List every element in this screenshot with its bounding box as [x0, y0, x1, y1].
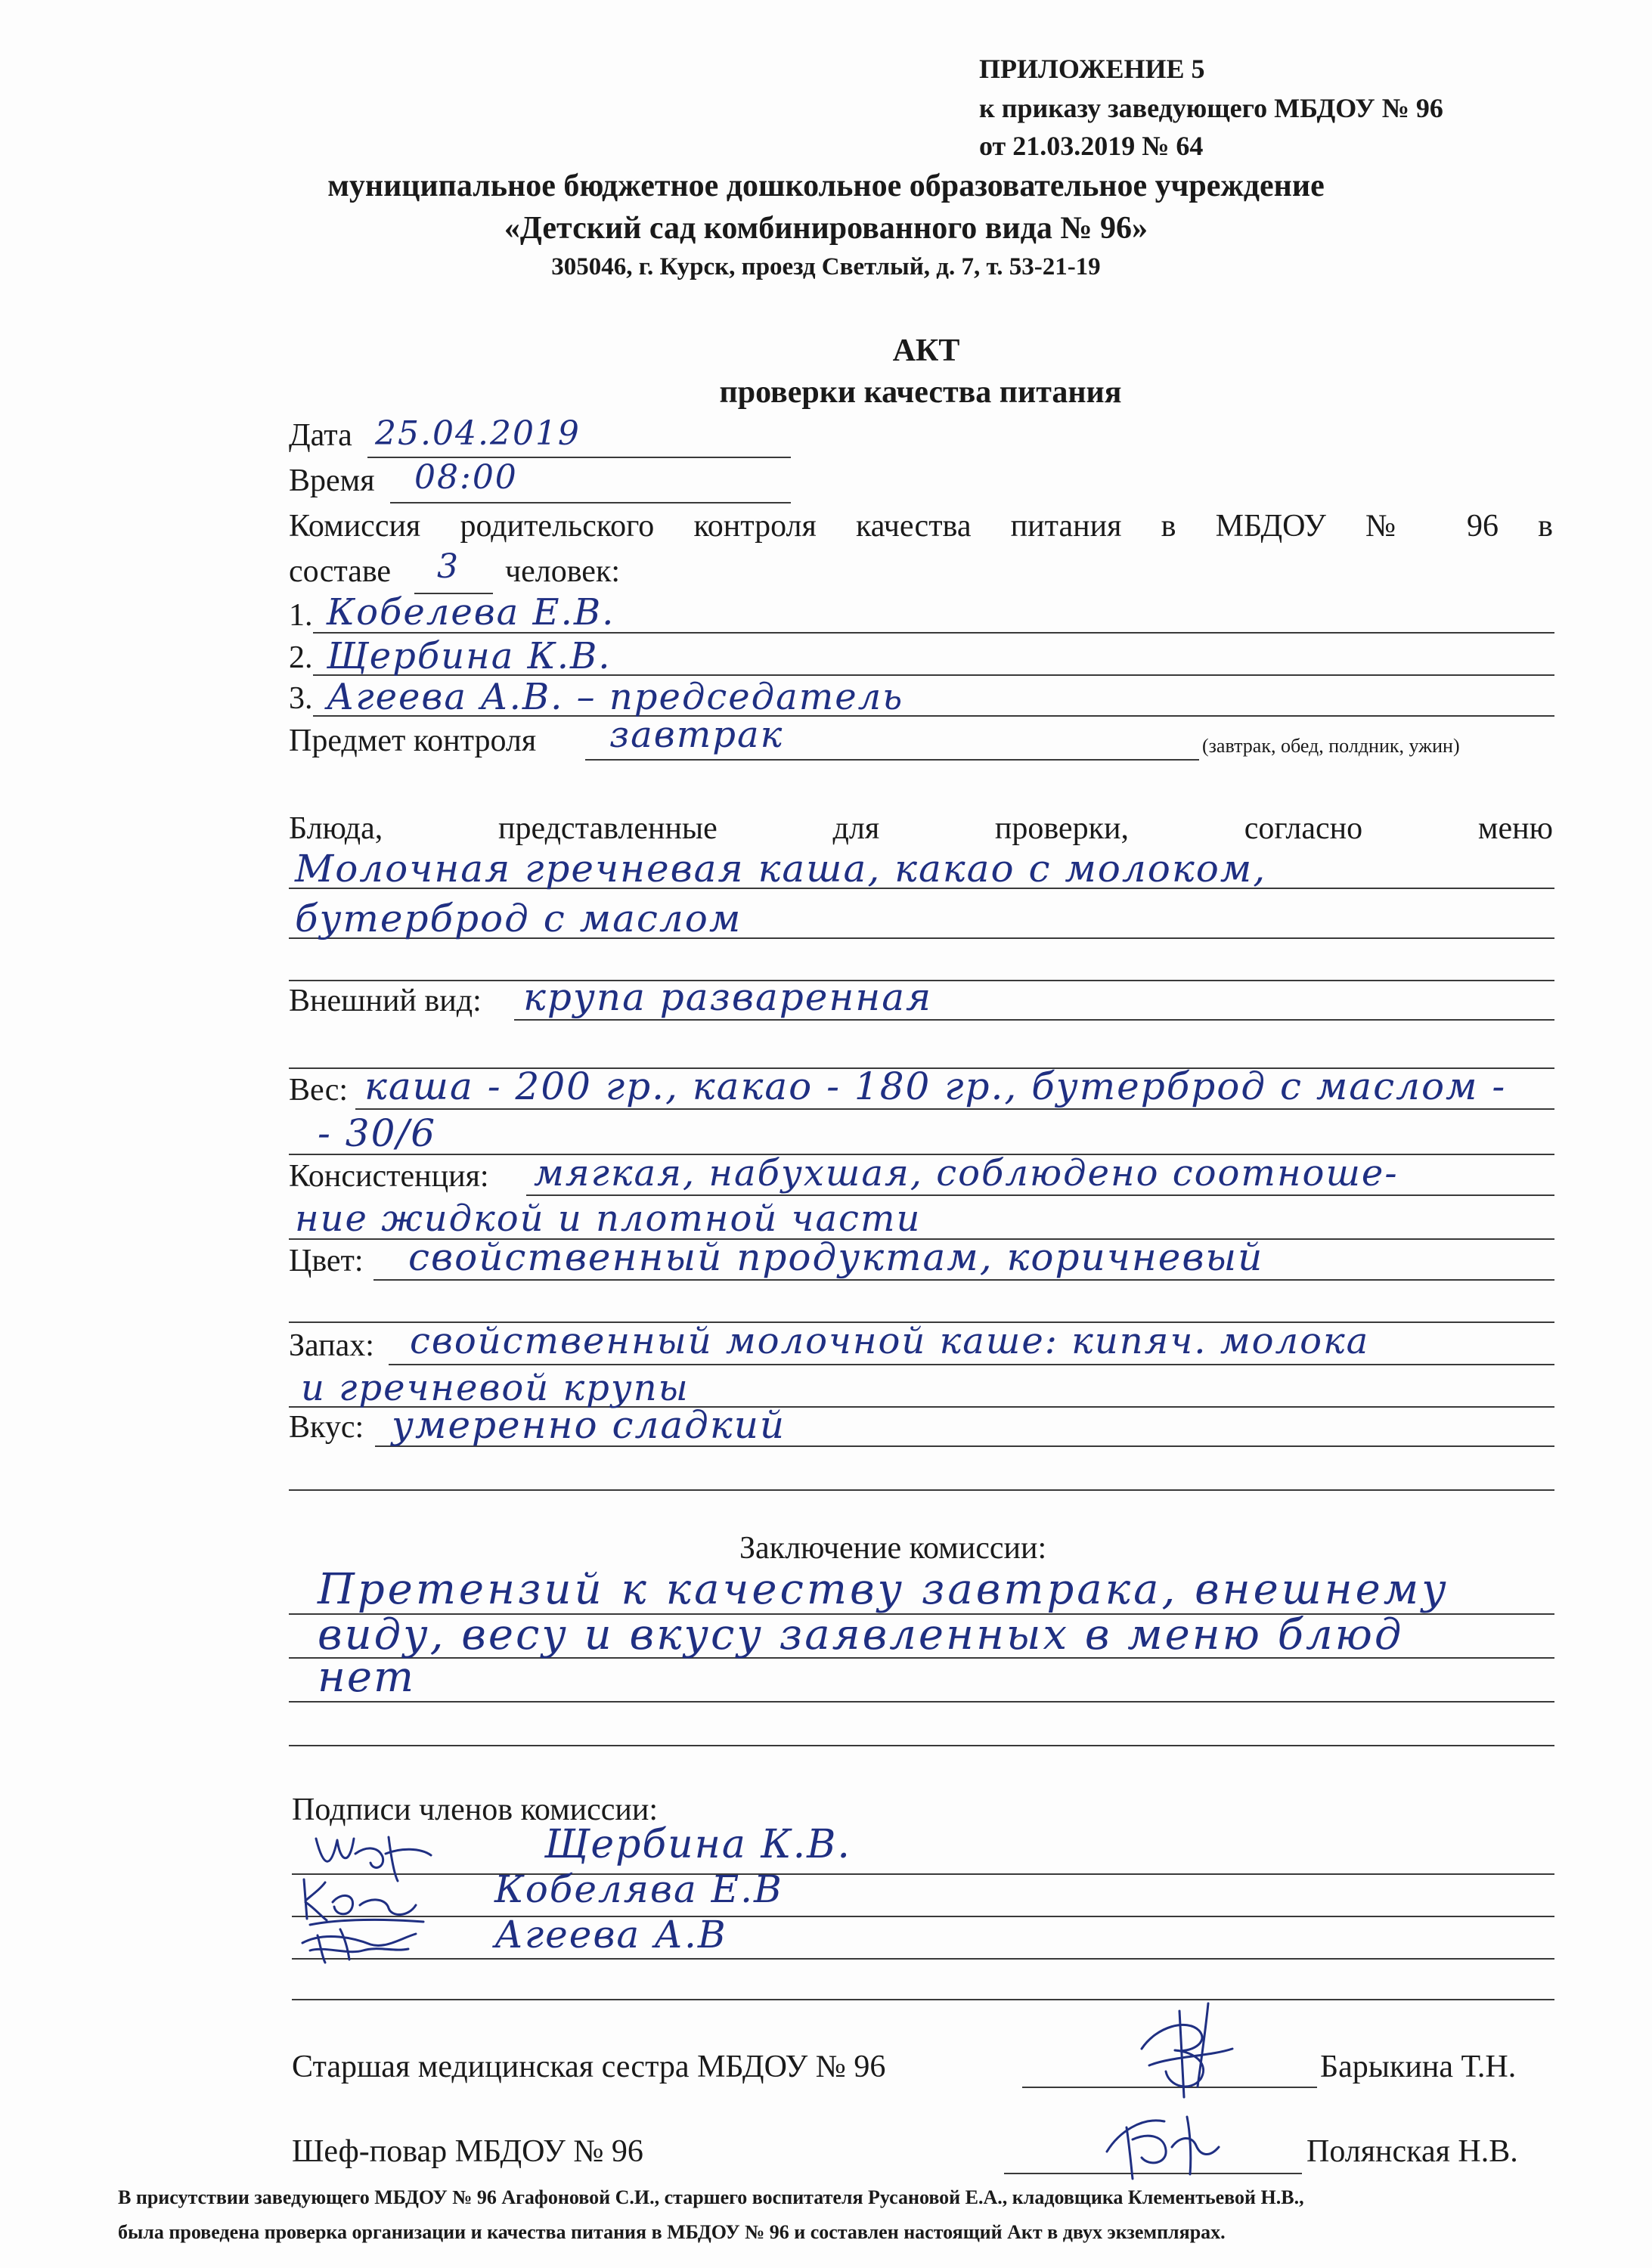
member3-name: Агеева А.В. – председатель	[327, 676, 904, 718]
member2-name: Щербина К.В.	[327, 635, 612, 677]
conclusion-line1: Претензий к качеству завтрака, внешнему	[318, 1565, 1449, 1614]
people-label: человек:	[505, 554, 621, 589]
smell-value-line1: свойственный молочной каше: кипяч. молока	[410, 1320, 1370, 1362]
smell-underline	[389, 1364, 1554, 1365]
taste-underline-2	[289, 1489, 1554, 1491]
weight-value-line2: - 30/6	[318, 1111, 437, 1155]
dishes-value-line1: Молочная гречневая каша, какао с молоком,	[295, 847, 1267, 891]
member1-name: Кобелева Е.В.	[327, 591, 615, 634]
date-value: 25.04.2019	[375, 414, 581, 453]
order-date: от 21.03.2019 № 64	[979, 131, 1204, 161]
nurse-name: Барыкина Т.Н.	[1320, 2050, 1517, 2084]
time-underline	[390, 502, 791, 503]
taste-value: умеренно сладкий	[392, 1403, 786, 1447]
signature-line-2	[292, 1916, 1554, 1917]
consistency-value-line2: ние жидкой и плотной части	[295, 1198, 922, 1240]
conclusion-underline-3	[289, 1701, 1554, 1703]
color-underline	[373, 1279, 1554, 1281]
consistency-value-line1: мягкая, набухшая, соблюдено соотноше-	[534, 1152, 1399, 1194]
dishes-label-word: представленные	[498, 811, 718, 846]
conclusion-title: Заключение комиссии:	[739, 1531, 1047, 1566]
signatures-title: Подписи членов комиссии:	[292, 1792, 659, 1827]
signature-name-2: Кобелява Е.В	[494, 1867, 783, 1911]
conclusion-line3: нет	[318, 1653, 416, 1702]
composition-label: составе	[289, 554, 392, 589]
member3-number: 3.	[289, 681, 313, 716]
time-value: 08:00	[414, 458, 518, 497]
consistency-label: Консистенция:	[289, 1159, 489, 1194]
appearance-value: крупа разваренная	[523, 975, 933, 1019]
chef-name: Полянская Н.В.	[1306, 2134, 1518, 2169]
chef-signature	[1096, 2094, 1232, 2185]
color-value: свойственный продуктам, коричневый	[408, 1235, 1264, 1279]
signature-line-3	[292, 1958, 1554, 1960]
color-label: Цвет:	[289, 1244, 364, 1278]
dishes-label-word: согласно	[1244, 811, 1363, 846]
dishes-label-word: для	[832, 811, 880, 846]
organization-title: «Детский сад комбинированного вида № 96»	[504, 211, 1148, 246]
act-subtitle: проверки качества питания	[719, 375, 1122, 410]
dishes-value-line2: бутерброд с маслом	[295, 897, 742, 940]
dishes-label-word: Блюда,	[289, 811, 383, 846]
dishes-label-word: проверки,	[994, 811, 1129, 846]
signature-line-1	[292, 1873, 1554, 1875]
dishes-label-word: меню	[1477, 811, 1553, 846]
act-title: АКТ	[892, 333, 960, 368]
chef-label: Шеф-повар МБДОУ № 96	[292, 2134, 643, 2169]
nurse-label: Старшая медицинская сестра МБДОУ № 96	[292, 2050, 886, 2084]
member2-number: 2.	[289, 640, 313, 675]
nurse-signature	[1127, 1996, 1248, 2102]
signature-name-3: Агеева А.В	[494, 1913, 727, 1957]
subject-underline	[585, 759, 1199, 761]
conclusion-underline-4	[289, 1745, 1554, 1746]
smell-value-line2: и гречневой крупы	[301, 1367, 690, 1409]
appearance-label: Внешний вид:	[289, 984, 482, 1018]
weight-value-line1: каша - 200 гр., какао - 180 гр., бутерброд с маслом -	[364, 1064, 1507, 1108]
date-label: Дата	[289, 418, 352, 453]
signature-mark-3	[295, 1916, 431, 1969]
taste-label: Вкус:	[289, 1410, 364, 1445]
appearance-underline	[514, 1019, 1554, 1021]
smell-label: Запах:	[289, 1328, 374, 1363]
subject-hint: (завтрак, обед, полдник, ужин)	[1202, 735, 1460, 757]
appendix-title: ПРИЛОЖЕНИЕ 5	[979, 54, 1205, 84]
commission-intro: Комиссия родительского контроля качества питания в МБДОУ № 96 в	[289, 509, 1553, 544]
conclusion-line2: виду, весу и вкусу заявленных в меню блюд	[318, 1610, 1404, 1659]
time-label: Время	[289, 463, 375, 498]
member1-number: 1.	[289, 598, 313, 633]
subject-value: завтрак	[609, 714, 784, 756]
signature-name-1: Щербина К.В.	[544, 1822, 851, 1867]
signature-line-4	[292, 1999, 1554, 2000]
dishes-label	[289, 810, 1553, 847]
organization-name: муниципальное бюджетное дошкольное образовательное учреждение	[327, 169, 1325, 203]
weight-label: Вес:	[289, 1073, 349, 1108]
weight-underline	[355, 1108, 1554, 1110]
footer-line-1: В присутствии заведующего МБДОУ № 96 Агафоновой С.И., старшего воспитателя Русановой Е.А., кладовщика Клементьевой Н.В.,	[118, 2186, 1304, 2208]
composition-count: 3	[437, 547, 460, 586]
footer-line-2: была проведена проверка организации и качества питания в МБДОУ № 96 и составлен настоящий Акт в двух экземплярах.	[118, 2221, 1226, 2243]
order-reference: к приказу заведующего МБДОУ № 96	[979, 93, 1443, 123]
consistency-underline	[526, 1194, 1554, 1196]
organization-address: 305046, г. Курск, проезд Светлый, д. 7, т. 53-21-19	[551, 253, 1101, 280]
subject-label: Предмет контроля	[289, 723, 537, 758]
